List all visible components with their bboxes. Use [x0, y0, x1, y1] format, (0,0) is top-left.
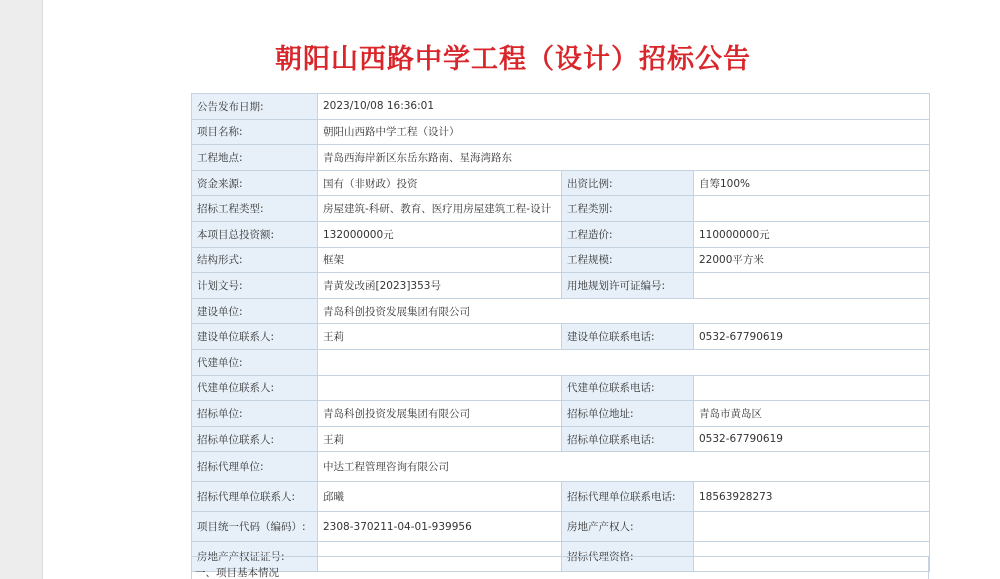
field-label: 招标代理资格:: [562, 542, 694, 572]
table-continuation: [191, 556, 929, 579]
field-label: 房地产产权人:: [562, 512, 694, 542]
table-row: [192, 273, 930, 299]
field-label: 代建单位联系电话:: [562, 375, 694, 401]
field-label: 本项目总投资额:: [192, 221, 318, 247]
field-label: 招标代理单位联系电话:: [562, 482, 694, 512]
table-row: [192, 375, 930, 401]
field-label: 工程规模:: [562, 247, 694, 273]
field-value: 110000000元: [694, 221, 930, 247]
field-value: [694, 196, 930, 222]
field-label: 招标单位联系人:: [192, 426, 318, 452]
table-row: [192, 221, 930, 247]
field-label: 招标代理单位:: [192, 452, 318, 482]
left-rail: [0, 0, 43, 579]
field-label: 房地产产权证证号:: [192, 542, 318, 572]
table-row: [192, 170, 930, 196]
field-label: 招标单位联系电话:: [562, 426, 694, 452]
field-label: 建设单位联系人:: [192, 324, 318, 350]
field-value: [694, 512, 930, 542]
table-row: [192, 247, 930, 273]
field-value: 青岛科创投资发展集团有限公司: [318, 298, 930, 324]
field-value: 2023/10/08 16:36:01: [318, 94, 930, 120]
table-row: [192, 324, 930, 350]
field-label: 用地规划许可证编号:: [562, 273, 694, 299]
field-value: 王莉: [318, 324, 562, 350]
field-value: 房屋建筑-科研、教育、医疗用房屋建筑工程-设计: [318, 196, 562, 222]
field-label: 工程造价:: [562, 221, 694, 247]
project-info-table: [191, 93, 930, 572]
field-label: 公告发布日期:: [192, 94, 318, 120]
field-label: 计划文号:: [192, 273, 318, 299]
table-row: [192, 426, 930, 452]
field-value: 132000000元: [318, 221, 562, 247]
field-value: 青岛市黄岛区: [694, 401, 930, 427]
table-row: [192, 145, 930, 171]
field-label: 项目统一代码（编码）:: [192, 512, 318, 542]
table-row: [192, 482, 930, 512]
field-label: 建设单位:: [192, 298, 318, 324]
field-value: 王莉: [318, 426, 562, 452]
field-value: 青岛科创投资发展集团有限公司: [318, 401, 562, 427]
field-value: [318, 375, 562, 401]
field-label: 项目名称:: [192, 119, 318, 145]
table-row: [192, 349, 930, 375]
field-value: 邱曦: [318, 482, 562, 512]
table-row: [192, 452, 930, 482]
table-row: [192, 119, 930, 145]
field-label: 工程类别:: [562, 196, 694, 222]
field-label: 代建单位联系人:: [192, 375, 318, 401]
table-row: [192, 512, 930, 542]
field-value: 22000平方米: [694, 247, 930, 273]
section-heading: 一、项目基本情况: [195, 567, 279, 579]
field-value: 中达工程管理咨询有限公司: [318, 452, 930, 482]
table-row: [192, 94, 930, 120]
field-label: 资金来源:: [192, 170, 318, 196]
table-row: [192, 196, 930, 222]
field-label: 招标工程类型:: [192, 196, 318, 222]
field-label: 招标单位地址:: [562, 401, 694, 427]
field-value: [318, 349, 930, 375]
field-value: [694, 273, 930, 299]
field-label: 建设单位联系电话:: [562, 324, 694, 350]
field-value: 18563928273: [694, 482, 930, 512]
field-value: 0532-67790619: [694, 426, 930, 452]
field-label: 代建单位:: [192, 349, 318, 375]
field-label: 出资比例:: [562, 170, 694, 196]
field-value: 青黄发改函[2023]353号: [318, 273, 562, 299]
field-label: 招标单位:: [192, 401, 318, 427]
table-row: [192, 401, 930, 427]
table-row: [192, 298, 930, 324]
field-value: 自筹100%: [694, 170, 930, 196]
field-label: 招标代理单位联系人:: [192, 482, 318, 512]
field-label: 工程地点:: [192, 145, 318, 171]
field-value: 框架: [318, 247, 562, 273]
field-value: 国有（非财政）投资: [318, 170, 562, 196]
field-value: 0532-67790619: [694, 324, 930, 350]
page-title: 朝阳山西路中学工程（设计）招标公告: [275, 44, 751, 75]
field-value: [694, 375, 930, 401]
announcement-page: [43, 0, 1000, 579]
field-value: 朝阳山西路中学工程（设计）: [318, 119, 930, 145]
field-label: 结构形式:: [192, 247, 318, 273]
field-value: 青岛西海岸新区东岳东路南、星海湾路东: [318, 145, 930, 171]
field-value: 2308-370211-04-01-939956: [318, 512, 562, 542]
